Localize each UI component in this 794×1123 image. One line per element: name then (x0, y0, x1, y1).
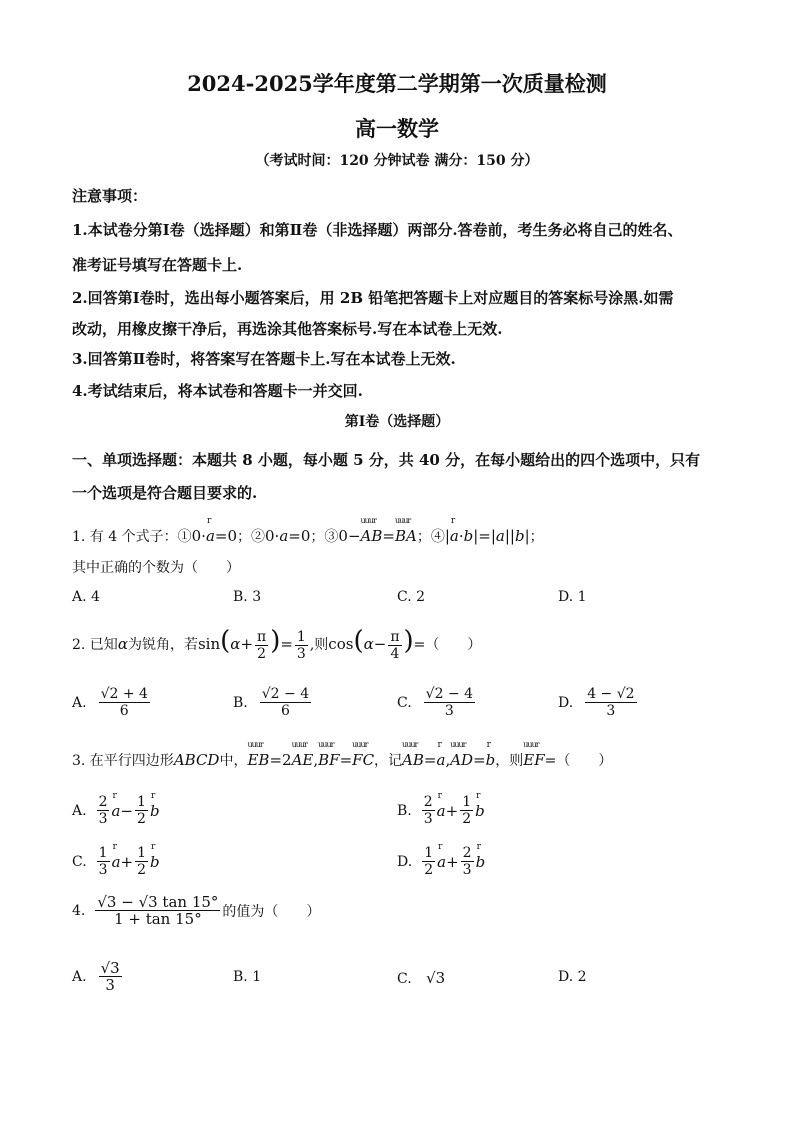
q1-sep: ；④ (416, 529, 445, 545)
notice-line: 2.回答第Ⅰ卷时，选出每小题答案后，用 2B 铅笔把答题卡上对应题目的答案标号涂黑.如需 (72, 289, 674, 307)
part-title: 一、单项选择题：本题共 8 小题，每小题 5 分，共 40 分，在每小题给出的四个选项中，只有 (72, 451, 701, 469)
q1-expr-2: 0·a=0 (265, 527, 311, 545)
subject-title: 高一数学 (355, 116, 439, 141)
notice-line: 准考证号填写在答题卡上. (72, 256, 243, 274)
q1-sep: ；② (237, 529, 266, 545)
notice-line: 1.本试卷分第Ⅰ卷（选择题）和第Ⅱ卷（非选择题）两部分.答卷前，考生务必将自己的姓名、 (72, 221, 683, 239)
q2-option-b: B. $\frac{√2 - 4}{6}$ (233, 686, 310, 719)
q2-tail: =（ ） (413, 637, 482, 653)
q2-prefix: 2. 已知 (72, 637, 118, 653)
notice-heading: 注意事项： (72, 187, 148, 205)
q2-option-a: A. $\frac{√2 + 4}{6}$ (72, 686, 148, 719)
q3-ask: uuur EF (523, 751, 544, 769)
q2-sin-expr: sin(α+ $\frac{\pi}{2}$ )= $\frac{1}{3}$ (197, 626, 306, 662)
q1-line2: 其中正确的个数为（ ） (72, 560, 240, 576)
part-title: 一个选项是符合题目要求的. (72, 484, 258, 502)
q1-prefix: 1. 有 4 个式子：① (72, 529, 192, 545)
q4-option-c: C. √3 (397, 969, 446, 987)
q3-condition: uuur EB=2uuur AE,uuur BF=uuur FC (247, 751, 374, 769)
notice-line: 3.回答第Ⅱ卷时，将答案写在答题卡上.写在本试卷上无效. (72, 350, 456, 368)
q1-expr-4: |r a·b|=|a||b| (445, 527, 530, 545)
page-title: 2024-2025学年度第二学期第一次质量检测 (187, 71, 607, 96)
q2-mid: 为锐角，若 (127, 637, 198, 653)
q1-option-a: A. 4 (72, 589, 100, 605)
question-4: 4. $\frac{√3 - √3 \tan 15^\circ}{1 + \tan 15^\circ}$ 的值为（ ） (72, 893, 321, 928)
q2-option-d: D. $\frac{4 - √2}{3}$ (558, 686, 635, 719)
section-heading: 第Ⅰ卷（选择题） (344, 414, 450, 430)
q3-option-d: D. $\frac{1}{2}$ r a + $\frac{2}{3}$ r b (397, 845, 485, 878)
notice-line: 改动，用橡皮擦干净后，再选涂其他答案标号.写在本试卷上无效. (72, 320, 503, 338)
q2-then: ,则 (309, 637, 329, 653)
q3-shape: ABCD (173, 751, 220, 769)
q2-option-c: C. $\frac{√2 - 4}{3}$ (397, 686, 474, 719)
q1-end: ； (529, 529, 544, 545)
q2-cos-expr: cos(α− $\frac{\pi}{4}$ ) (328, 626, 414, 662)
q1-expr-3: 0−uuur AB=uuur BA (338, 527, 416, 545)
q3-defs: uuur AB=r a,uuur AD=r b (402, 751, 495, 769)
q3-option-a: A. $\frac{2}{3}$ r a − $\frac{1}{2}$ r b (72, 794, 160, 827)
exam-info: （考试时间：120 分钟试卷 满分：150 分） (255, 153, 539, 169)
question-3: 3. 在平行四边形ABCD中，uuur EB=2uuur AE,uuur BF=uuur FC，记uuur AB=r a,uuur AD=r b，则uuur EF=（ ） (72, 750, 612, 770)
q4-fraction: $\frac{√3 - √3 \tan 15^\circ}{1 + \tan 15^\circ}$ (97, 893, 219, 928)
q2-alpha: α (117, 635, 128, 653)
q3-option-b: B. $\frac{2}{3}$ r a + $\frac{1}{2}$ r b (397, 794, 485, 827)
q1-option-d: D. 1 (558, 589, 587, 605)
q4-option-d: D. 2 (558, 969, 587, 985)
q1-expr-1: 0·r a=0 (192, 527, 237, 545)
q3-option-c: C. $\frac{1}{3}$ r a + $\frac{1}{2}$ r b (72, 845, 160, 878)
q4-option-b: B. 1 (233, 969, 262, 985)
q1-option-b: B. 3 (233, 589, 262, 605)
q4-option-a: A. $\frac{√3}{3}$ (72, 959, 120, 994)
q1-sep: ；③ (310, 529, 339, 545)
notice-line: 4.考试结束后，将本试卷和答题卡一并交回. (72, 382, 363, 400)
question-1 (72, 526, 544, 546)
q1-option-c: C. 2 (397, 589, 426, 605)
question-2 (72, 624, 481, 664)
